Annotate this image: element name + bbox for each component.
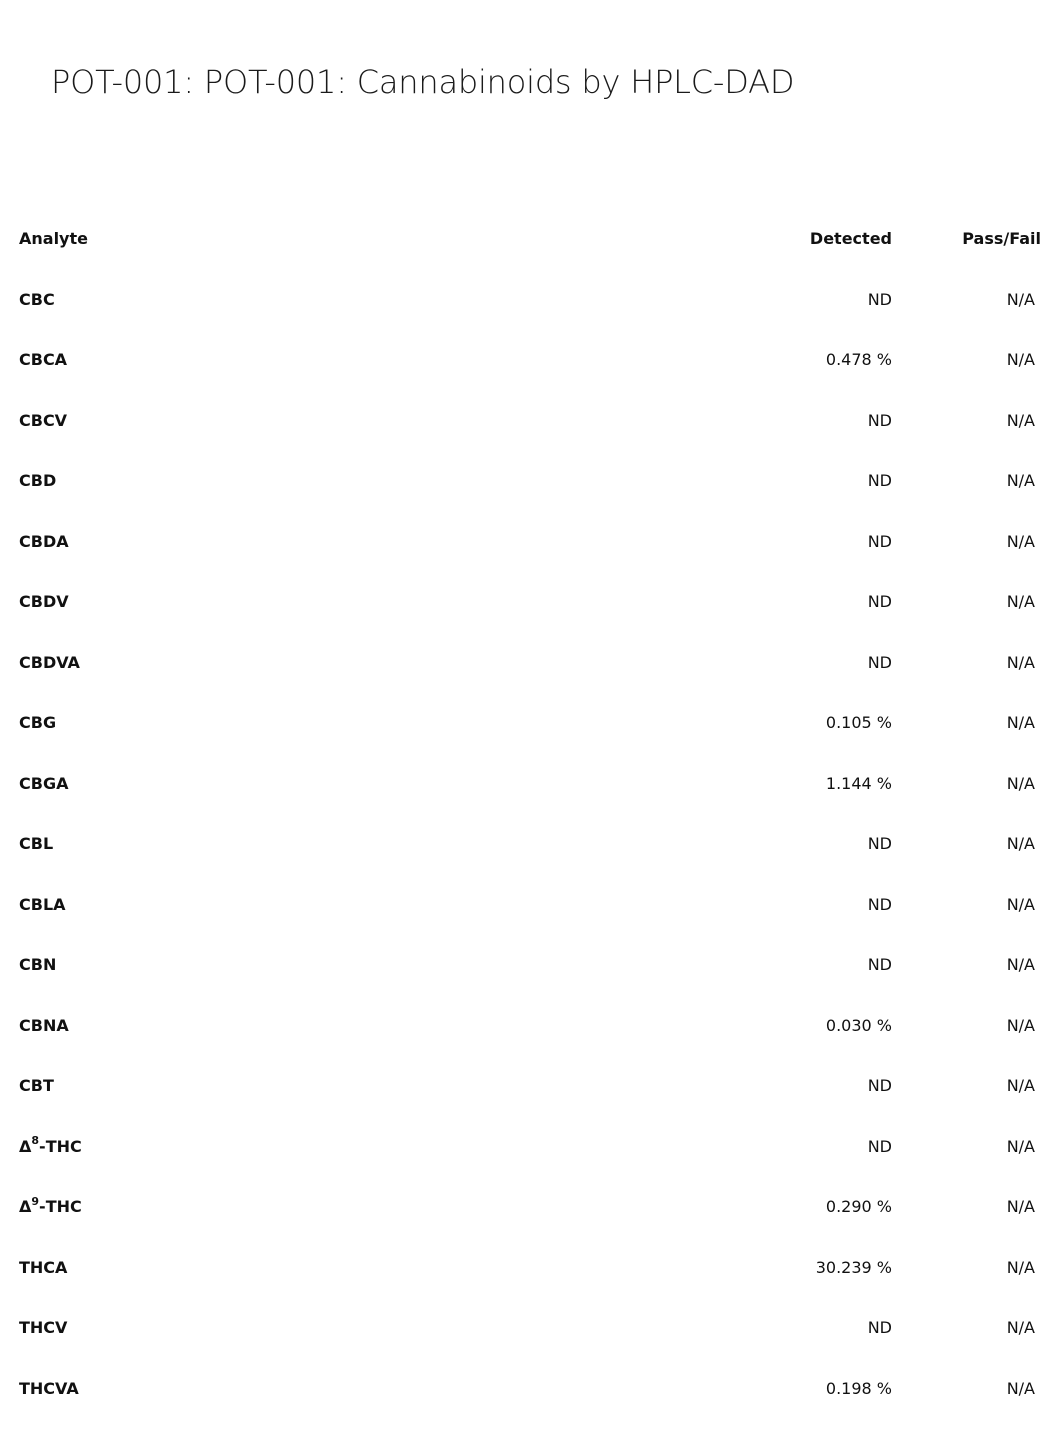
pass-fail-cell xyxy=(892,874,1064,935)
analyte-name: THCA xyxy=(19,1257,68,1277)
analyte-name: CBLA xyxy=(19,894,66,914)
pass-fail-cell xyxy=(892,511,1064,572)
analyte-prefix: Δ xyxy=(19,1197,32,1217)
detected-value: 0.198 % xyxy=(825,1378,892,1398)
pass-fail-cell xyxy=(892,451,1064,512)
analyte-cell xyxy=(0,1237,720,1298)
analyte-name: CBDA xyxy=(19,531,69,551)
pass-fail-column-header: Pass/Fail xyxy=(962,229,1041,248)
analyte-cell xyxy=(0,1177,720,1238)
detected-cell xyxy=(720,511,892,572)
detected-cell xyxy=(720,632,892,693)
pass-fail-cell xyxy=(892,390,1064,451)
pass-fail-value: N/A xyxy=(1006,1076,1035,1096)
analyte-column-header: Analyte xyxy=(19,229,88,248)
analyte-cell xyxy=(0,451,720,512)
detected-cell xyxy=(720,1177,892,1238)
table-row xyxy=(0,330,1064,391)
pass-fail-value: N/A xyxy=(1006,471,1035,491)
pass-fail-cell xyxy=(892,995,1064,1056)
analyte-name: CBD xyxy=(19,471,57,491)
pass-fail-cell xyxy=(892,753,1064,814)
detected-cell xyxy=(720,693,892,754)
table-row xyxy=(0,753,1064,814)
analyte-cell xyxy=(0,693,720,754)
table-row xyxy=(0,1358,1064,1419)
page-title: POT-001: POT-001: Cannabinoids by HPLC-DAD xyxy=(51,63,795,101)
table-row xyxy=(0,1237,1064,1298)
pass-fail-cell xyxy=(892,1116,1064,1177)
detected-value: 1.144 % xyxy=(825,773,892,793)
pass-fail-cell xyxy=(892,330,1064,391)
pass-fail-cell xyxy=(892,1358,1064,1419)
pass-fail-cell xyxy=(892,1237,1064,1298)
detected-cell xyxy=(720,874,892,935)
pass-fail-value: N/A xyxy=(1006,350,1035,370)
table-row xyxy=(0,511,1064,572)
pass-fail-value: N/A xyxy=(1006,652,1035,672)
detected-cell xyxy=(720,1116,892,1177)
detected-cell xyxy=(720,390,892,451)
pass-fail-value: N/A xyxy=(1006,773,1035,793)
detected-cell xyxy=(720,1056,892,1117)
pass-fail-value: N/A xyxy=(1006,955,1035,975)
detected-cell xyxy=(720,330,892,391)
analyte-cell xyxy=(0,874,720,935)
table-row xyxy=(0,1056,1064,1117)
analyte-name: CBGA xyxy=(19,773,69,793)
table-row xyxy=(0,693,1064,754)
analyte-name: CBDV xyxy=(19,592,69,612)
analyte-cell xyxy=(0,390,720,451)
pass-fail-value: N/A xyxy=(1006,834,1035,854)
table-row xyxy=(0,451,1064,512)
analyte-suffix: -THC xyxy=(39,1197,82,1217)
pass-fail-value: N/A xyxy=(1006,410,1035,430)
analyte-name: CBDVA xyxy=(19,652,80,672)
pass-fail-cell xyxy=(892,572,1064,633)
table-row xyxy=(0,632,1064,693)
detected-value: ND xyxy=(867,289,892,309)
pass-fail-cell xyxy=(892,814,1064,875)
table-row xyxy=(0,874,1064,935)
detected-value: ND xyxy=(867,894,892,914)
detected-cell xyxy=(720,814,892,875)
analyte-name: CBL xyxy=(19,834,54,854)
pass-fail-cell xyxy=(892,1298,1064,1359)
analyte-cell xyxy=(0,1116,720,1177)
detected-value: ND xyxy=(867,592,892,612)
analyte-superscript: 9 xyxy=(31,1194,40,1208)
detected-value: ND xyxy=(867,652,892,672)
pass-fail-cell xyxy=(892,1056,1064,1117)
analyte-name: THCV xyxy=(19,1318,68,1338)
detected-value: 0.290 % xyxy=(825,1197,892,1217)
analyte-prefix: Δ xyxy=(19,1136,32,1156)
pass-fail-cell xyxy=(892,632,1064,693)
detected-value: ND xyxy=(867,955,892,975)
detected-cell xyxy=(720,451,892,512)
analyte-name xyxy=(19,1134,82,1156)
detected-value: ND xyxy=(867,410,892,430)
detected-value: 0.030 % xyxy=(825,1015,892,1035)
detected-cell xyxy=(720,1358,892,1419)
analyte-cell xyxy=(0,753,720,814)
detected-cell xyxy=(720,1298,892,1359)
table-row xyxy=(0,1298,1064,1359)
pass-fail-value: N/A xyxy=(1006,1378,1035,1398)
detected-value: ND xyxy=(867,1318,892,1338)
table-row xyxy=(0,572,1064,633)
table-header-row xyxy=(0,208,1064,269)
table-row xyxy=(0,1116,1064,1177)
detected-value: 0.105 % xyxy=(825,713,892,733)
pass-fail-value: N/A xyxy=(1006,289,1035,309)
analyte-cell xyxy=(0,511,720,572)
detected-value: ND xyxy=(867,1136,892,1156)
pass-fail-value: N/A xyxy=(1006,1015,1035,1035)
table-row xyxy=(0,935,1064,996)
cannabinoids-results-table xyxy=(0,208,1064,1419)
detected-cell xyxy=(720,572,892,633)
analyte-name: THCVA xyxy=(19,1378,79,1398)
pass-fail-value: N/A xyxy=(1006,894,1035,914)
pass-fail-value: N/A xyxy=(1006,1197,1035,1217)
analyte-name: CBG xyxy=(19,713,57,733)
table-row xyxy=(0,1177,1064,1238)
detected-value: ND xyxy=(867,1076,892,1096)
analyte-name: CBC xyxy=(19,289,55,309)
detected-cell xyxy=(720,995,892,1056)
pass-fail-cell xyxy=(892,1177,1064,1238)
analyte-cell xyxy=(0,1298,720,1359)
detected-value: 0.478 % xyxy=(825,350,892,370)
pass-fail-value: N/A xyxy=(1006,531,1035,551)
pass-fail-value: N/A xyxy=(1006,1318,1035,1338)
pass-fail-value: N/A xyxy=(1006,592,1035,612)
analyte-cell xyxy=(0,935,720,996)
analyte-suffix: -THC xyxy=(39,1136,82,1156)
detected-cell xyxy=(720,935,892,996)
analyte-cell xyxy=(0,269,720,330)
analyte-cell xyxy=(0,1358,720,1419)
detected-value: ND xyxy=(867,471,892,491)
pass-fail-cell xyxy=(892,269,1064,330)
table-row xyxy=(0,814,1064,875)
detected-cell xyxy=(720,753,892,814)
detected-value: 30.239 % xyxy=(815,1257,892,1277)
pass-fail-value: N/A xyxy=(1006,1136,1035,1156)
pass-fail-cell xyxy=(892,935,1064,996)
analyte-cell xyxy=(0,814,720,875)
pass-fail-value: N/A xyxy=(1006,1257,1035,1277)
detected-column-header: Detected xyxy=(809,229,892,248)
detected-value: ND xyxy=(867,531,892,551)
analyte-name: CBT xyxy=(19,1076,54,1096)
detected-cell xyxy=(720,1237,892,1298)
analyte-cell xyxy=(0,632,720,693)
pass-fail-cell xyxy=(892,693,1064,754)
analyte-name: CBN xyxy=(19,955,57,975)
analyte-name: CBCA xyxy=(19,350,68,370)
analyte-name: CBNA xyxy=(19,1015,69,1035)
analyte-cell xyxy=(0,572,720,633)
pass-fail-value: N/A xyxy=(1006,713,1035,733)
analyte-cell xyxy=(0,1056,720,1117)
analyte-name xyxy=(19,1194,82,1217)
analyte-cell xyxy=(0,330,720,391)
analyte-superscript: 8 xyxy=(31,1134,40,1148)
table-row xyxy=(0,269,1064,330)
table-row xyxy=(0,995,1064,1056)
detected-cell xyxy=(720,269,892,330)
analyte-cell xyxy=(0,995,720,1056)
detected-value: ND xyxy=(867,834,892,854)
table-row xyxy=(0,390,1064,451)
table-body xyxy=(0,269,1064,1419)
analyte-name: CBCV xyxy=(19,410,68,430)
